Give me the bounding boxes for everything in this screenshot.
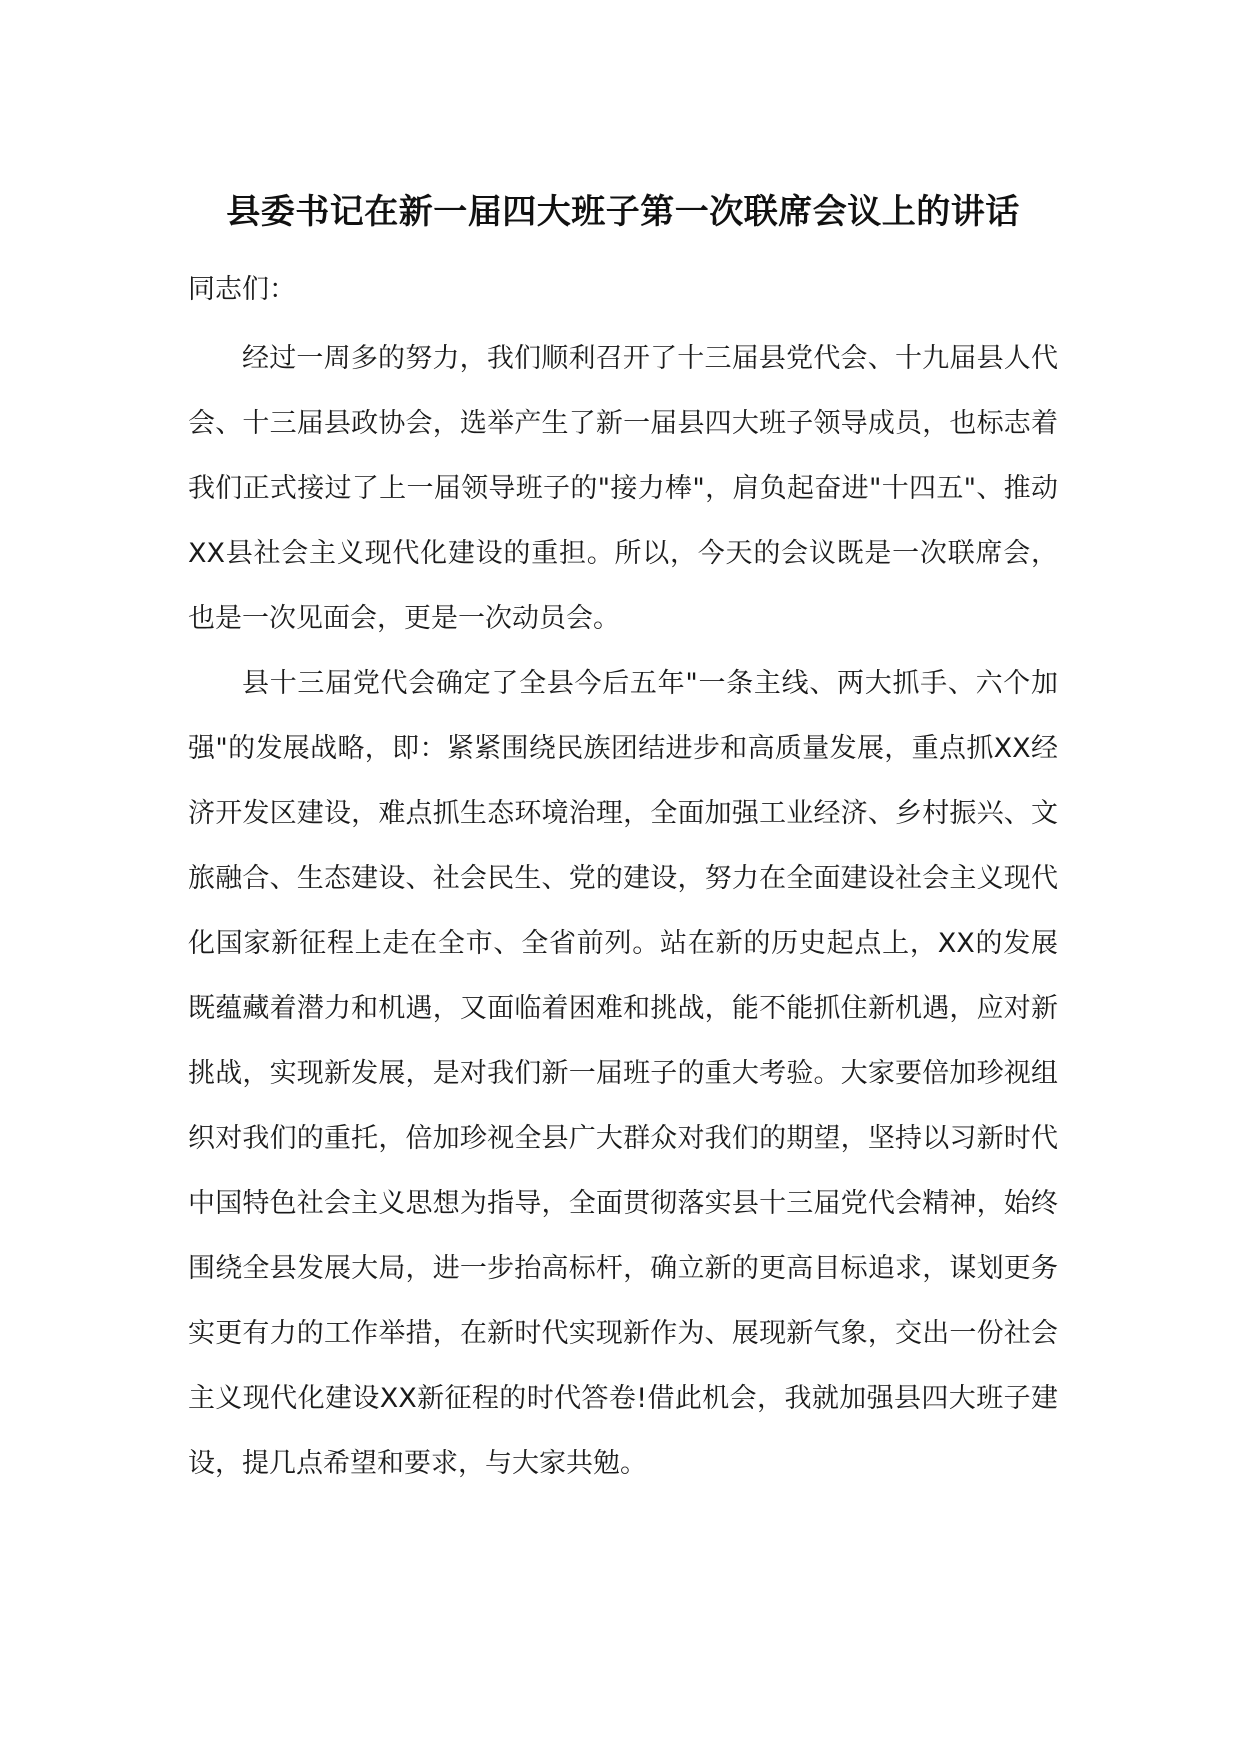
paragraph-1: 经过一周多的努力，我们顺利召开了十三届县党代会、十九届县人代会、十三届县政协会，选举产生了新一届县四大班子领导成员，也标志着我们正式接过了上一届领导班子的"接力棒"，肩负起奋进"十四五"、推动XX县社会主义现代化建设的重担。所以，今天的会议既是一次联席会，也是一次见面会，更是一次动员会。 [188,343,1058,634]
salutation: 同志们： [188,274,296,305]
document-title: 县委书记在新一届四大班子第一次联席会议上的讲话 [226,192,1020,232]
paragraph-2: 县十三届党代会确定了全县今后五年"一条主线、两大抓手、六个加强"的发展战略，即：紧紧围绕民族团结进步和高质量发展，重点抓XX经济开发区建设，难点抓生态环境治理，全面加强工业经济、乡村振兴、文旅融合、生态建设、社会民生、党的建设，努力在全面建设社会主义现代化国家新征程上走在全市、全省前列。站在新的历史起点上，XX的发展既蕴藏着潜力和机遇，又面临着困难和挑战，能不能抓住新机遇，应对新挑战，实现新发展，是对我们新一届班子的重大考验。大家要倍加珍视组织对我们的重托，倍加珍视全县广大群众对我们的期望，坚持以习新时代中国特色社会主义思想为指导，全面贯彻落实县十三届党代会精神，始终围绕全县发展大局，进一步抬高标杆，确立新的更高目标追求，谋划更务实更有力的工作举措，在新时代实现新作为、展现新气象，交出一份社会主义现代化建设XX新征程的时代答卷!借此机会，我就加强县四大班子建设，提几点希望和要求，与大家共勉。 [188,668,1058,1479]
document-page [188,184,1058,1496]
